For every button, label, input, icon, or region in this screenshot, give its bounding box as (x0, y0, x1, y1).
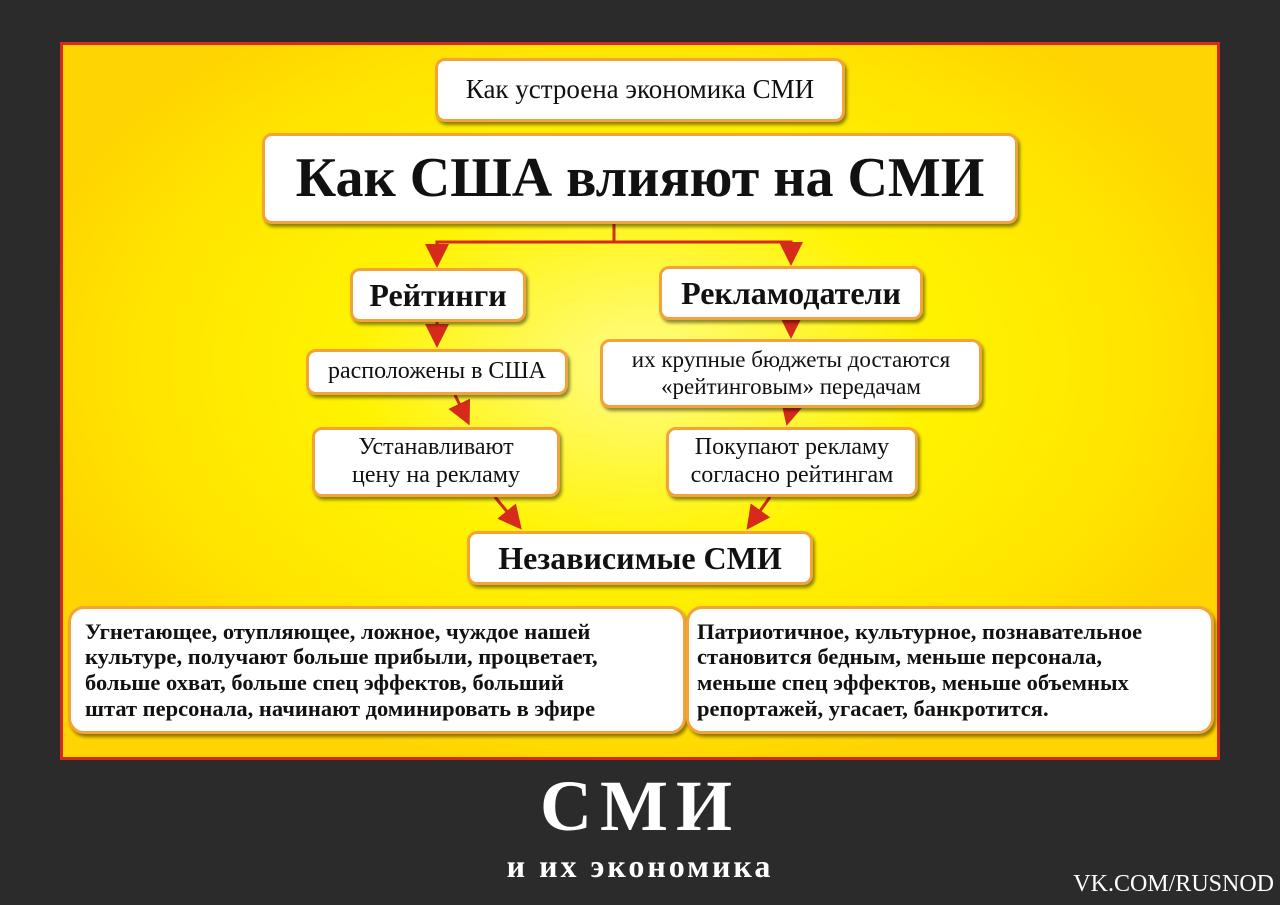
advertisers-box (659, 266, 923, 320)
ratings-text: Рейтинги (369, 276, 507, 313)
economy-header-text: Как устроена экономика СМИ (465, 74, 815, 105)
footer-credit: VK.COM/RUSNOD (1073, 871, 1274, 897)
economy-header-box (435, 58, 845, 122)
set-price-box (312, 427, 560, 497)
main-title-box (262, 133, 1018, 224)
left-outcome-box: Угнетающее, отупляющее, ложное, чуждое нашей культуре, получают больше прибыли, процветает, больше охват, больше спец эффектов, больший штат персонала, начинают доминировать в эфире (68, 606, 686, 734)
footer-subtitle: и их экономика (506, 848, 774, 884)
footer-title: СМИ (540, 766, 740, 846)
ratings-located-text: расположены в США (328, 358, 546, 385)
ratings-located-box (306, 349, 568, 395)
advertisers-budgets-text: их крупные бюджеты достаются «рейтинговым» передачам (631, 347, 951, 399)
buy-ads-box (666, 427, 918, 497)
advertisers-budgets-box (600, 339, 982, 408)
advertisers-text: Рекламодатели (681, 274, 901, 311)
ratings-box (350, 268, 526, 322)
independent-media-box (467, 531, 813, 585)
independent-media-text: Независимые СМИ (498, 539, 782, 576)
set-price-text: Устанавливают цену на рекламу (352, 434, 520, 488)
main-title-text: Как США влияют на СМИ (295, 147, 985, 210)
right-outcome-box: Патриотичное, культурное, познавательное становится бедным, меньше персонала, меньше спец эффектов, меньше объемных репортажей, угасает, банкротится. (686, 606, 1214, 734)
buy-ads-text: Покупают рекламу согласно рейтингам (690, 434, 894, 488)
